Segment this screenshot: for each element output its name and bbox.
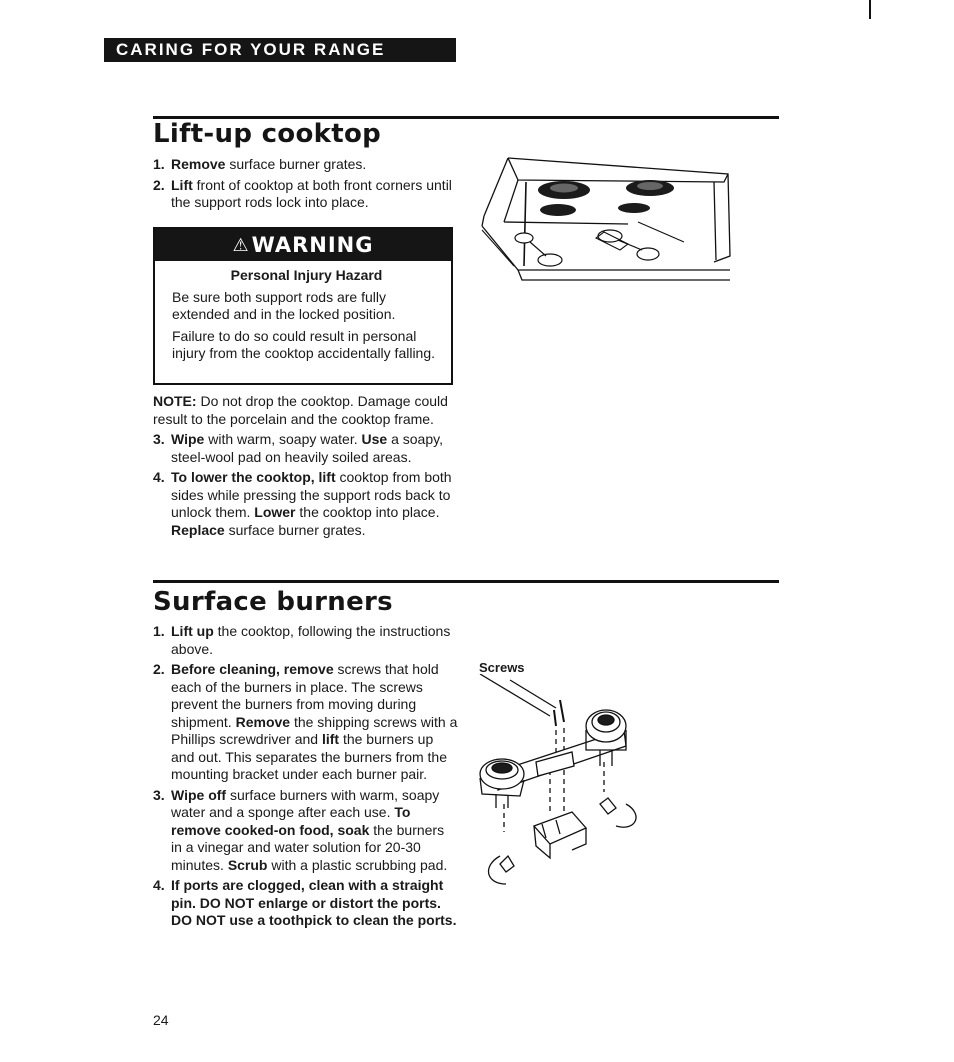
lift-cooktop-title: Lift-up cooktop bbox=[153, 119, 382, 149]
list-item: 2. Before cleaning, remove screws that hold each of the burners in place. The screws prevent the burners from moving during shipment. Remove the shipping screws with a Phillips screwdriver and lift the burners up and out. This separates the burners from the mounting bracket under each burner pair. bbox=[153, 661, 458, 782]
list-item: 4. To lower the cooktop, lift cooktop from both sides while pressing the support rods back to unlock them. Lower the cooktop into place. Replace surface burner grates. bbox=[153, 469, 452, 538]
list-item: 4. If ports are clogged, clean with a straight pin. DO NOT enlarge or distort the ports. DO NOT use a toothpick to clean the ports. bbox=[153, 877, 457, 928]
list-item: 3. Wipe with warm, soapy water. Use a soapy, steel-wool pad on heavily soiled areas. bbox=[153, 431, 443, 465]
list-item: 2. Lift front of cooktop at both front corners until the support rods lock into place. bbox=[153, 176, 452, 210]
lift-steps-3-4 bbox=[153, 393, 458, 542]
section-banner bbox=[104, 38, 456, 62]
margin-mark bbox=[869, 0, 871, 19]
warning-body bbox=[155, 261, 451, 363]
section-rule bbox=[153, 580, 779, 583]
list-item: 1. Lift up the cooktop, following the instructions above. bbox=[153, 623, 451, 657]
note: NOTE: Do not drop the cooktop. Damage could result to the porcelain and the cooktop frame. bbox=[153, 393, 448, 427]
hazard-title: Personal Injury Hazard bbox=[230, 267, 383, 283]
warning-text-2: Failure to do so could result in personal injury from the cooktop accidentally falling. bbox=[172, 327, 436, 361]
burner-steps bbox=[153, 623, 458, 933]
burner-assembly-illustration bbox=[476, 674, 646, 896]
surface-burners-title: Surface burners bbox=[153, 587, 393, 617]
page-number: 24 bbox=[153, 1012, 169, 1028]
lift-steps-1-2 bbox=[153, 156, 458, 215]
list-item: 1. Remove surface burner grates. bbox=[153, 156, 367, 172]
warning-title: WARNING bbox=[251, 233, 374, 257]
cooktop-illustration bbox=[478, 152, 734, 284]
warning-text-1: Be sure both support rods are fully extended and in the locked position. bbox=[172, 288, 396, 322]
warning-header bbox=[155, 229, 451, 261]
banner-text: CARING FOR YOUR RANGE bbox=[116, 40, 386, 59]
warning-box bbox=[153, 227, 453, 385]
warning-triangle-icon: ⚠ bbox=[232, 234, 250, 256]
list-item: 3. Wipe off surface burners with warm, soapy water and a sponge after each use. To remove cooked-on food, soak the burners in a vinegar and water solution for 20-30 minutes. Scrub with a plastic scrubbing pad. bbox=[153, 786, 448, 873]
figure-label-screws: Screws bbox=[479, 660, 525, 675]
